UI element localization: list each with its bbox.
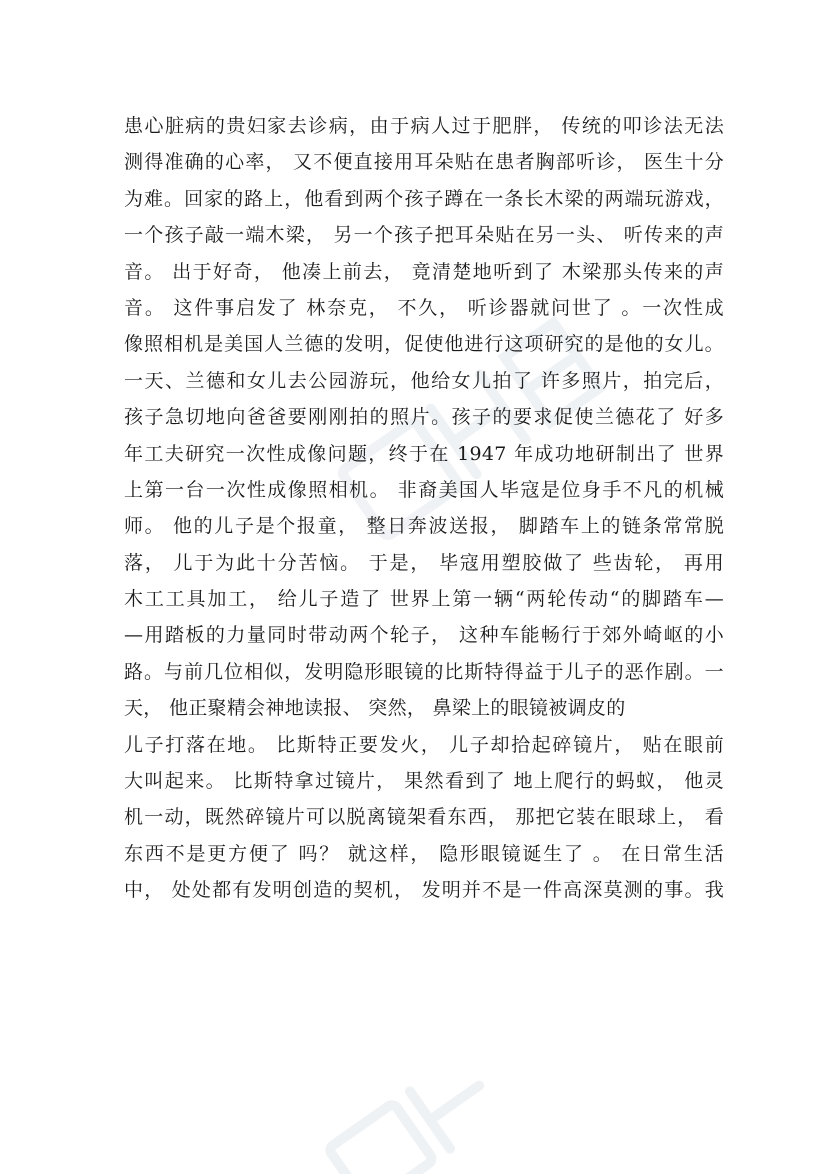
body-text <box>124 108 724 909</box>
text-line: 上第一台一次性成像照相机。 非裔美国人毕寇是位身手不凡的机械 <box>124 478 724 501</box>
text-line: 大叫起来。 比斯特拿过镜片， 果然看到了 地上爬行的蚂蚁， 他灵 <box>124 770 724 793</box>
text-line: 年工夫研究一次性成像问题，终于在 1947 年成功地研制出了 世界 <box>124 442 724 465</box>
text-line: 音。 这件事启发了 林奈克， 不久， 听诊器就问世了 。一次性成 <box>124 296 724 319</box>
text-line: 东西不是更方便了 吗？ 就这样， 隐形眼镜诞生了 。 在日常生活 <box>124 842 724 865</box>
text-line: 像照相机是美国人兰德的发明，促使他进行这项研究的是他的女儿。 <box>124 333 724 356</box>
text-line: —用踏板的力量同时带动两个轮子， 这种车能畅行于郊外崎岖的小 <box>124 624 724 647</box>
text-line: 一个孩子敲一端木梁， 另一个孩子把耳朵贴在另一头、 听传来的声 <box>124 224 724 247</box>
text-line: 机一动，既然碎镜片可以脱离镜架看东西， 那把它装在眼球上， 看 <box>124 806 724 829</box>
text-line: 患心脏病的贵妇家去诊病，由于病人过于肥胖， 传统的叩诊法无法 <box>124 115 724 137</box>
text-line: 师。 他的儿子是个报童， 整日奔波送报， 脚踏车上的链条常常脱 <box>124 515 724 538</box>
text-line: 中， 处处都有发明创造的契机， 发明并不是一件高深莫测的事。我 <box>124 879 724 902</box>
text-line: 测得准确的心率， 又不便直接用耳朵贴在患者胸部听诊， 医生十分 <box>124 151 724 174</box>
text-line: 路。与前几位相似，发明隐形眼镜的比斯特得益于儿子的恶作剧。一 <box>124 660 724 683</box>
text-line: 一天、兰德和女儿去公园游玩，他给女儿拍了 许多照片，拍完后， <box>124 369 724 392</box>
text-line: 天， 他正聚精会神地读报、 突然， 鼻梁上的眼镜被调皮的 <box>124 697 626 720</box>
text-line: 儿子打落在地。 比斯特正要发火， 儿子却拾起碎镜片， 贴在眼前 <box>124 733 724 756</box>
text-line: 孩子急切地向爸爸要刚刚拍的照片。孩子的要求促使兰德花了 好多 <box>124 406 724 429</box>
text-line: 为难。回家的路上，他看到两个孩子蹲在一条长木梁的两端玩游戏， <box>124 187 724 210</box>
text-line: 音。 出于好奇， 他凑上前去， 竟清楚地听到了 木梁那头传来的声 <box>124 260 724 283</box>
text-line: 落， 儿于为此十分苦恼。 于是， 毕寇用塑胶做了 些齿轮， 再用 <box>124 551 724 574</box>
text-line: 木工工具加工， 给儿子造了 世界上第一辆“两轮传动“的脚踏车— <box>124 588 724 611</box>
